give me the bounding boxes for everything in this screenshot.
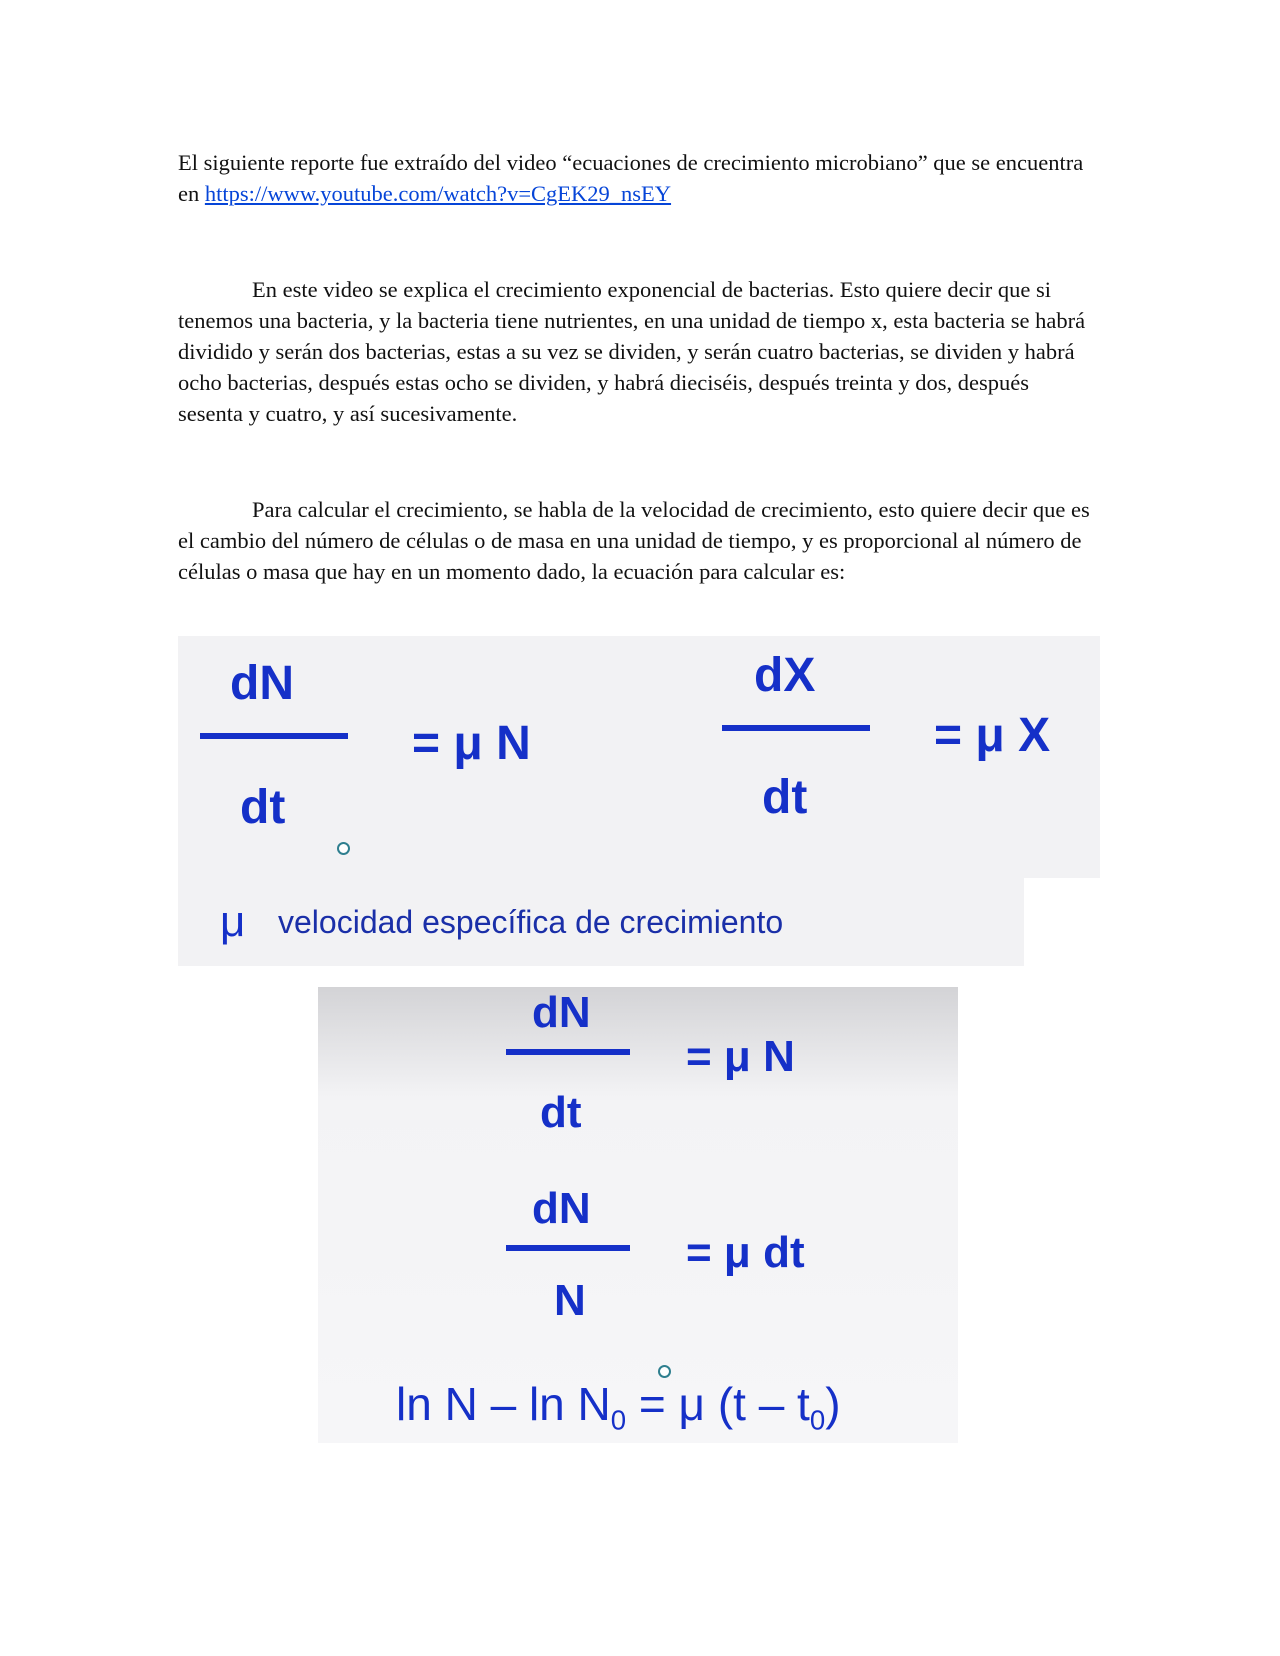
paragraph-exponential-growth xyxy=(178,274,1098,429)
fig1-eq2-denominator: dt xyxy=(762,771,808,824)
fig1-dot-marker xyxy=(337,842,350,855)
fig2-eq1-denominator: dt xyxy=(540,1088,582,1137)
fig1-mu-label: velocidad específica de crecimiento xyxy=(278,904,784,940)
fig2-integrated-equation xyxy=(396,1378,841,1436)
fig1-eq2-fraction-bar xyxy=(722,725,870,731)
intro-paragraph xyxy=(178,147,1098,209)
fig2-eq2-denominator: N xyxy=(554,1276,586,1325)
fig2-eq1-rhs: = μ N xyxy=(686,1032,795,1081)
paragraph2-text: Para calcular el crecimiento, se habla de la velocidad de crecimiento, esto quiere decir que es el cambio del número de células o de masa en una unidad de tiempo, y es proporcional al número de células o masa que hay en un momento dado, la ecuación para calcular es: xyxy=(178,497,1090,584)
fig2-integrated-mid: = μ (t – t xyxy=(626,1378,810,1430)
fig1-eq2-numerator: dX xyxy=(754,649,816,702)
paragraph1-text: En este video se explica el crecimiento exponencial de bacterias. Esto quiere decir que si tenemos una bacteria, y la bacteria tiene nutrientes, en una unidad de tiempo x, esta bacteria se habrá dividido y serán dos bacterias, estas a su vez se dividen, y serán cuatro bacterias, se dividen y habrá ocho bacterias, después estas ocho se dividen, y habrá dieciséis, después treinta y dos, después sesenta y cuatro, y así sucesivamente. xyxy=(178,277,1086,426)
fig1-eq1-numerator: dN xyxy=(230,657,294,710)
fig1-eq2-rhs: = μ X xyxy=(934,709,1051,762)
fig2-eq1-numerator: dN xyxy=(532,988,591,1037)
paragraph-growth-rate xyxy=(178,494,1098,587)
fig2-integrated-right: ) xyxy=(825,1378,841,1430)
fig1-eq1-rhs: = μ N xyxy=(412,717,531,770)
fig2-integrated-sub1: 0 xyxy=(610,1404,627,1436)
fig2-eq1-fraction-bar xyxy=(506,1049,630,1055)
equation-figure-1 xyxy=(178,636,1100,966)
fig2-dot-marker xyxy=(658,1365,671,1378)
fig1-eq1-denominator: dt xyxy=(240,781,286,834)
fig2-eq2-fraction-bar xyxy=(506,1245,630,1251)
equation-figure-2 xyxy=(318,987,958,1443)
fig2-integrated-left: ln N – ln N xyxy=(396,1378,611,1430)
fig2-eq2-rhs: = μ dt xyxy=(686,1228,805,1277)
fig2-integrated-sub2: 0 xyxy=(809,1404,826,1436)
youtube-link[interactable]: https://www.youtube.com/watch?v=CgEK29_nsEY xyxy=(204,181,672,206)
fig1-eq1-fraction-bar xyxy=(200,733,348,739)
fig1-mu-symbol: μ xyxy=(220,897,246,946)
intro-text: El siguiente reporte fue extraído del video “ecuaciones de crecimiento microbiano” que se encuentra en xyxy=(178,150,1084,206)
fig2-eq2-numerator: dN xyxy=(532,1184,591,1233)
